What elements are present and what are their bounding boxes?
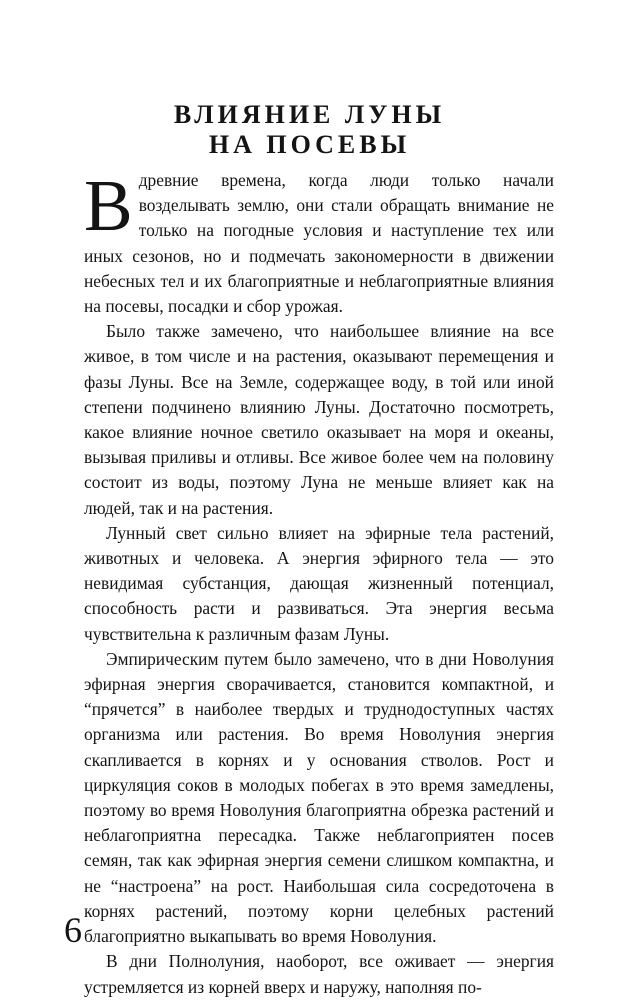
drop-cap: В [84,165,133,246]
chapter-title-line-2: НА ПОСЕВЫ [208,130,411,159]
page-number: 6 [64,910,82,950]
paragraph-4: Эмпирическим путем было замечено, что в дни Новолуния эфирная энергия сворачивается, становится компактной, и “прячется” в наиболее твердых и труднодоступных частях организма или растения. Во время Новолуния энергия скапливается в корнях и у основания стволов. Рост и циркуляция соков в молодых побегах в это время замедлены, поэтому во время Новолуния благоприятна обрезка растений и неблагоприятна пересадка. Также неблагоприятен посев семян, так как эфирная энергия семени слишком компактна, и не “настроена” на рост. Наибольшая сила сосредоточена в корнях растений, поэтому корни целебных растений благоприятно выкапывать во время Новолуния. [84,648,554,947]
body-text [84,165,554,1000]
paragraph-2: Было также замечено, что наибольшее влияние на все живое, в том числе и на растения, оказывают перемещения и фазы Луны. Все на Земле, содержащее воду, в той или иной степени подчинено влиянию Луны. Достаточно посмотреть, какое влияние ночное светило оказывает на моря и океаны, вызывая приливы и отливы. Все живое более чем на половину состоит из воды, поэтому Луна не меньше влияет как на людей, так и на растения. [84,321,554,518]
paragraph-1-text: древние времена, когда люди только начали возделывать землю, они стали обращать внимание не только на погодные условия и наступление тех или иных сезонов, но и подмечать закономерности в движении небесных тел и их благоприятные и неблагоприятные влияния на посевы, посадки и сбор урожая. [84,170,554,317]
paragraph-5: В дни Полнолуния, наоборот, все оживает — энергия устремляется из корней вверх и наружу, наполняя по- [84,951,554,997]
paragraph-1 [84,165,554,319]
paragraph-3: Лунный свет сильно влияет на эфирные тела растений, животных и человека. А энергия эфирного тела — это невидимая субстанция, дающая жизненный потенциал, способность расти и развиваться. Эта энергия весьма чувствительна к различным фазам Луны. [84,522,554,644]
chapter-title-line-1: ВЛИЯНИЕ ЛУНЫ [173,100,446,129]
